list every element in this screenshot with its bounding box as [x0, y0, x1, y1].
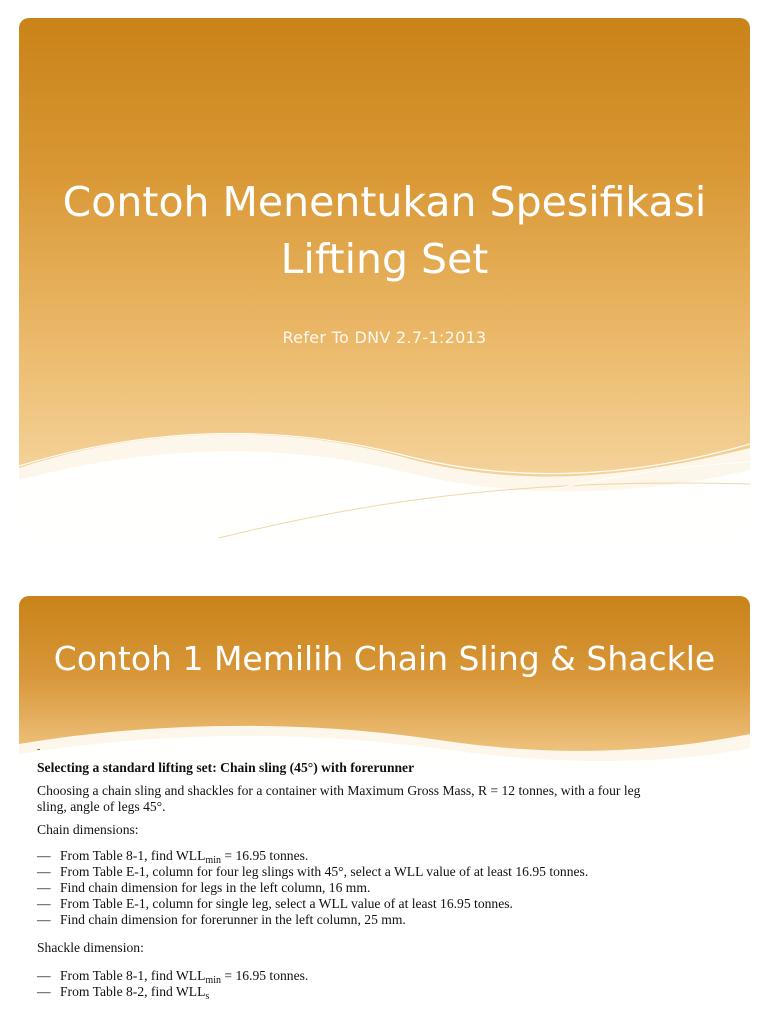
slide-title: [19, 174, 750, 288]
slide-subtitle: Refer To DNV 2.7-1:2013: [282, 328, 487, 347]
dash: —: [37, 896, 51, 911]
document-heading: Selecting a standard lifting set: Chain sling (45°) with forerunner: [37, 760, 415, 775]
decorative-wave: [19, 418, 750, 538]
tick-mark: -: [37, 744, 41, 755]
dash: —: [37, 968, 51, 983]
title-slide: [19, 18, 750, 538]
intro-line-1: Choosing a chain sling and shackles for a container with Maximum Gross Mass, R = 12 tonnes, with a four leg: [37, 783, 641, 798]
dash: —: [37, 880, 51, 895]
chain-step: — From Table E-1, column for four leg slings with 45°, select a WLL value of at least 16.95 tonnes.: [37, 864, 589, 879]
dash: —: [37, 864, 51, 879]
dash: —: [37, 984, 51, 999]
dash: —: [37, 912, 51, 927]
chain-step: — Find chain dimension for legs in the left column, 16 mm.: [37, 880, 371, 895]
chain-step: — From Table 8-1, find $WLL_{min} = 16.95$ tonnes.: [37, 848, 309, 866]
chain-steps-list: [37, 848, 743, 928]
chain-heading: Chain dimensions:: [37, 822, 139, 837]
slide-title-line-2: Lifting Set: [280, 235, 489, 283]
dash: —: [37, 848, 51, 863]
chain-step: — From Table E-1, column for single leg, select a WLL value of at least 16.95 tonnes.: [37, 896, 513, 911]
shackle-step: — From Table 8-2, find $WLL_s$: [37, 984, 210, 1002]
shackle-steps-list: [37, 968, 743, 1000]
slide-2-title: Contoh 1 Memilih Chain Sling & Shackle: [53, 639, 716, 678]
chain-step: — Find chain dimension for forerunner in the left column, 25 mm.: [37, 912, 406, 927]
intro-line-2: sling, angle of legs 45°.: [37, 799, 166, 814]
shackle-heading: Shackle dimension:: [37, 940, 144, 955]
shackle-step: — From Table 8-1, find $WLL_{min} = 16.95$ tonnes.: [37, 968, 309, 986]
slide-title-line-1: Contoh Menentukan Spesifikasi: [62, 178, 707, 226]
document-excerpt: [37, 744, 743, 1002]
